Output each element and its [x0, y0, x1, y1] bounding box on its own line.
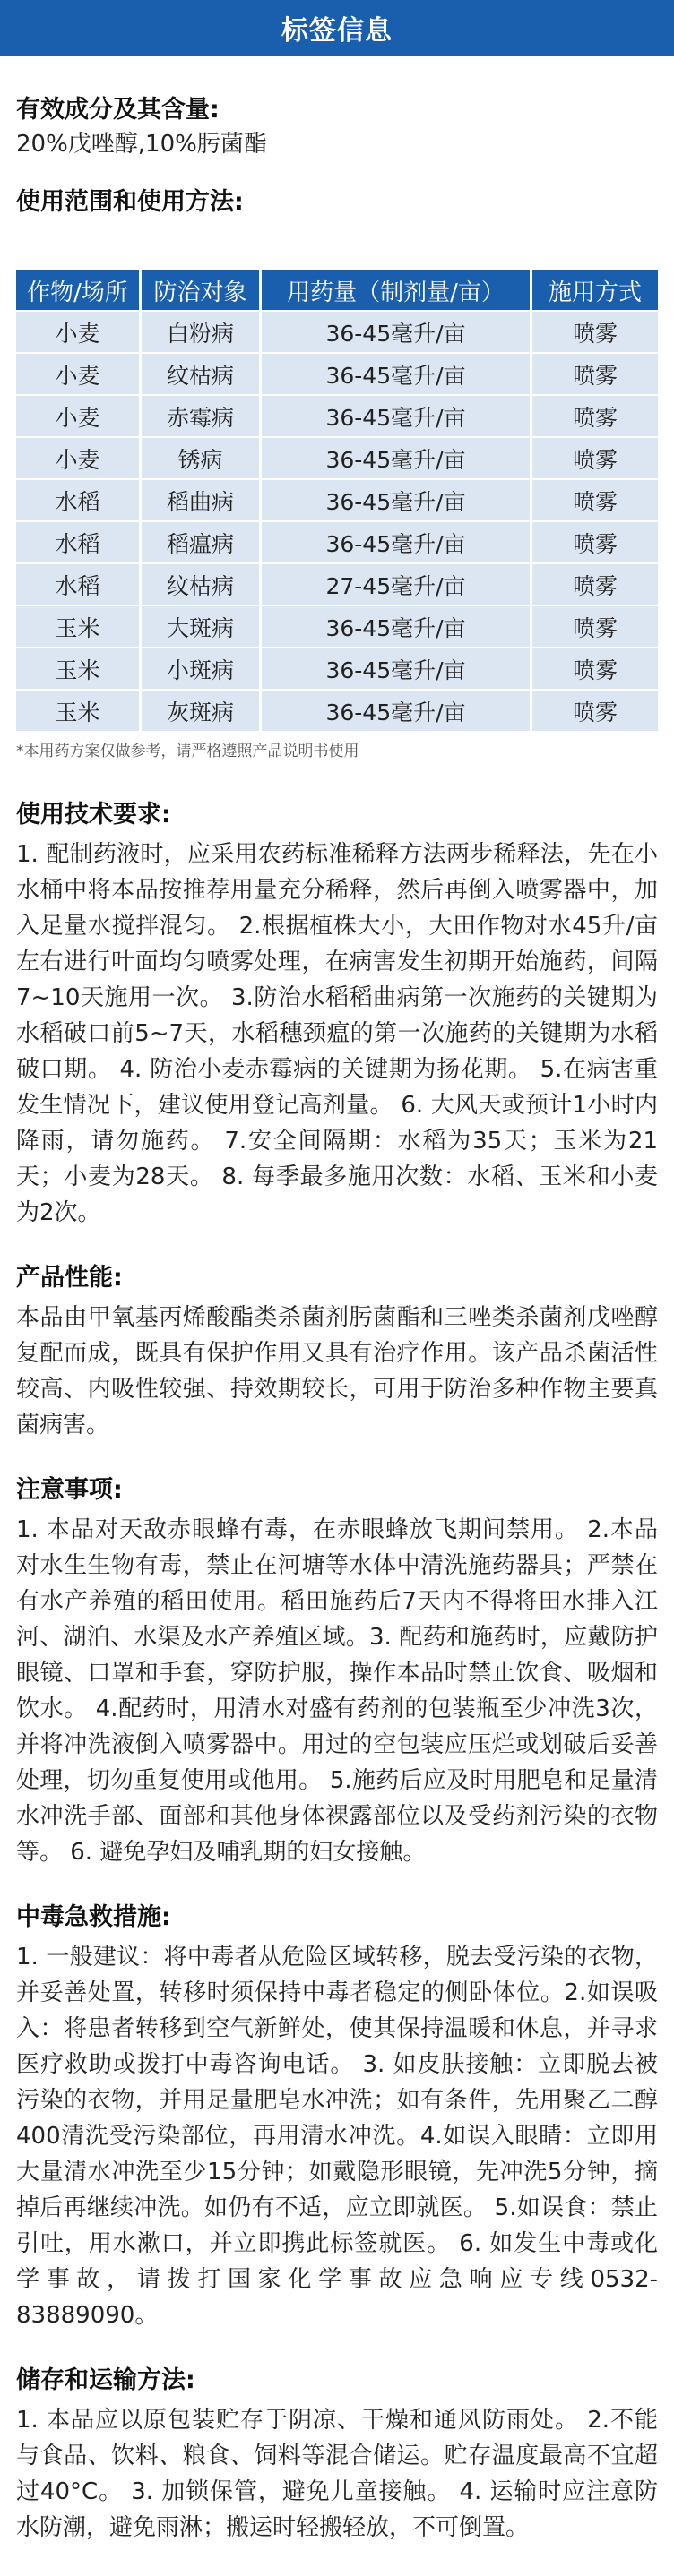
cell-dosage: 36-45毫升/亩 — [262, 396, 532, 436]
table-row — [16, 648, 658, 689]
cell-crop: 水稻 — [16, 564, 142, 605]
header-title: 标签信息 — [281, 15, 393, 47]
cell-dosage: 36-45毫升/亩 — [262, 480, 532, 520]
product-performance-title: 产品性能: — [16, 1264, 123, 1292]
cell-target: 稻曲病 — [142, 480, 262, 520]
cell-crop: 玉米 — [16, 606, 142, 647]
table-row — [16, 564, 658, 605]
cell-dosage: 36-45毫升/亩 — [262, 354, 532, 394]
table-row — [16, 438, 658, 478]
cell-dosage: 36-45毫升/亩 — [262, 648, 532, 689]
table-row — [16, 522, 658, 562]
cell-method: 喷雾 — [532, 354, 658, 394]
cautions-text: 1. 本品对天敌赤眼蜂有毒，在赤眼蜂放飞期间禁用。 2.本品对水生生物有毒，禁止在河塘等水体中清洗施药器具；严禁在有水产养殖的稻田使用。稻田施药后7天内不得将田水排入江河、湖泊、水渠及水产养殖区域。3. 配药和施药时，应戴防护眼镜、口罩和手套，穿防护服，操作本品时禁止饮食、吸烟和饮水。 4.配药时，用清水对盛有药剂的包装瓶至少冲洗3次，并将冲洗液倒入喷雾器中。用过的空包装应压烂或划破后妥善处理，切勿重复使用或他用。 5.施药后应及时用肥皂和足量清水冲洗手部、面部和其他身体裸露部位以及受药剂污染的衣物等。 6. 避免孕妇及哺乳期的妇女接触。 — [16, 1516, 658, 1866]
column-header-dosage: 用药量（制剂量/亩） — [262, 270, 532, 310]
column-header-crop: 作物/场所 — [16, 270, 142, 310]
cell-method: 喷雾 — [532, 691, 658, 731]
cell-method: 喷雾 — [532, 396, 658, 436]
usage-table-header-row — [16, 270, 658, 310]
cell-method: 喷雾 — [532, 564, 658, 605]
cell-target: 纹枯病 — [142, 354, 262, 394]
cell-target: 纹枯病 — [142, 564, 262, 605]
table-row — [16, 691, 658, 731]
table-row — [16, 312, 658, 352]
tech-requirements-title: 使用技术要求: — [16, 801, 171, 829]
usage-table — [16, 269, 658, 733]
cell-method: 喷雾 — [532, 480, 658, 520]
storage-transport-text: 1. 本品应以原包装贮存于阴凉、干燥和通风防雨处。 2.不能与食品、饮料、粮食、饲料等混合储运。贮存温度最高不宜超过40°C。 3. 加锁保管，避免儿童接触。 4. 运输时应注意防水防潮，避免雨淋；搬运时轻搬轻放，不可倒置。 — [16, 2407, 658, 2541]
cell-method: 喷雾 — [532, 522, 658, 562]
ingredients-title: 有效成分及其含量: — [16, 96, 220, 124]
product-performance-text: 本品由甲氧基丙烯酸酯类杀菌剂肟菌酯和三唑类杀菌剂戊唑醇复配而成，既具有保护作用又具有治疗作用。该产品杀菌活性较高、内吸性较强、持效期较长，可用于防治多种作物主要真菌病害。 — [16, 1304, 658, 1438]
cell-method: 喷雾 — [532, 648, 658, 689]
cell-crop: 小麦 — [16, 312, 142, 352]
column-header-method: 施用方式 — [532, 270, 658, 310]
cell-dosage: 36-45毫升/亩 — [262, 606, 532, 647]
cell-method: 喷雾 — [532, 438, 658, 478]
cell-crop: 水稻 — [16, 522, 142, 562]
cell-target: 大斑病 — [142, 606, 262, 647]
cautions-title: 注意事项: — [16, 1476, 123, 1504]
table-footnote: *本用药方案仅做参考，请严格遵照产品说明书使用 — [16, 743, 359, 760]
cell-target: 小斑病 — [142, 648, 262, 689]
tech-requirements-text: 1. 配制药液时，应采用农药标准稀释方法两步稀释法，先在小水桶中将本品按推荐用量充分稀释，然后再倒入喷雾器中，加入足量水搅拌混匀。 2.根据植株大小，大田作物对水45升/亩左右进行叶面均匀喷雾处理，在病害发生初期开始施药，间隔7~10天施用一次。 3.防治水稻稻曲病第一次施药的关键期为水稻破口前5~7天，水稻穗颈瘟的第一次施药的关键期为水稻破口期。 4. 防治小麦赤霉病的关键期为扬花期。 5.在病害重发生情况下，建议使用登记高剂量。 6. 大风天或预计1小时内降雨，请勿施药。 7.安全间隔期：水稻为35天；玉米为21天；小麦为28天。 8. 每季最多施用次数：水稻、玉米和小麦为2次。 — [16, 841, 658, 1226]
table-row — [16, 606, 658, 647]
cell-method: 喷雾 — [532, 606, 658, 647]
cell-target: 赤霉病 — [142, 396, 262, 436]
cell-crop: 小麦 — [16, 354, 142, 394]
cell-target: 锈病 — [142, 438, 262, 478]
table-row — [16, 480, 658, 520]
cell-target: 稻瘟病 — [142, 522, 262, 562]
cell-crop: 小麦 — [16, 396, 142, 436]
cell-dosage: 36-45毫升/亩 — [262, 438, 532, 478]
cell-target: 灰斑病 — [142, 691, 262, 731]
cell-method: 喷雾 — [532, 312, 658, 352]
first-aid-text: 1. 一般建议：将中毒者从危险区域转移，脱去受污染的衣物，并妥善处置，转移时须保持中毒者稳定的侧卧体位。2.如误吸入：将患者转移到空气新鲜处，使其保持温暖和休息，并寻求医疗救助或拨打中毒咨询电话。 3. 如皮肤接触：立即脱去被污染的衣物，并用足量肥皂水冲洗；如有条件，先用聚乙二醇400清洗受污染部位，再用清水冲洗。4.如误入眼睛：立即用大量清水冲洗至少15分钟；如戴隐形眼镜，先冲洗5分钟，摘掉后再继续冲洗。如仍有不适，应立即就医。 5.如误食：禁止引吐，用水漱口，并立即携此标签就医。 6. 如发生中毒或化学事故，请拨打国家化学事故应急响应专线0532-83889090。 — [16, 1944, 658, 2329]
table-row — [16, 396, 658, 436]
label-content — [0, 90, 674, 2546]
usage-title: 使用范围和使用方法: — [16, 188, 244, 216]
table-row — [16, 354, 658, 394]
storage-transport-title: 储存和运输方法: — [16, 2366, 195, 2394]
ingredients-value: 20%戊唑醇,10%肟菌酯 — [16, 131, 267, 158]
label-info-header — [0, 0, 674, 56]
first-aid-title: 中毒急救措施: — [16, 1903, 171, 1931]
cell-dosage: 36-45毫升/亩 — [262, 522, 532, 562]
cell-crop: 水稻 — [16, 480, 142, 520]
cell-dosage: 36-45毫升/亩 — [262, 691, 532, 731]
cell-dosage: 36-45毫升/亩 — [262, 312, 532, 352]
cell-crop: 玉米 — [16, 691, 142, 731]
column-header-target: 防治对象 — [142, 270, 262, 310]
cell-dosage: 27-45毫升/亩 — [262, 564, 532, 605]
cell-crop: 玉米 — [16, 648, 142, 689]
cell-target: 白粉病 — [142, 312, 262, 352]
cell-crop: 小麦 — [16, 438, 142, 478]
